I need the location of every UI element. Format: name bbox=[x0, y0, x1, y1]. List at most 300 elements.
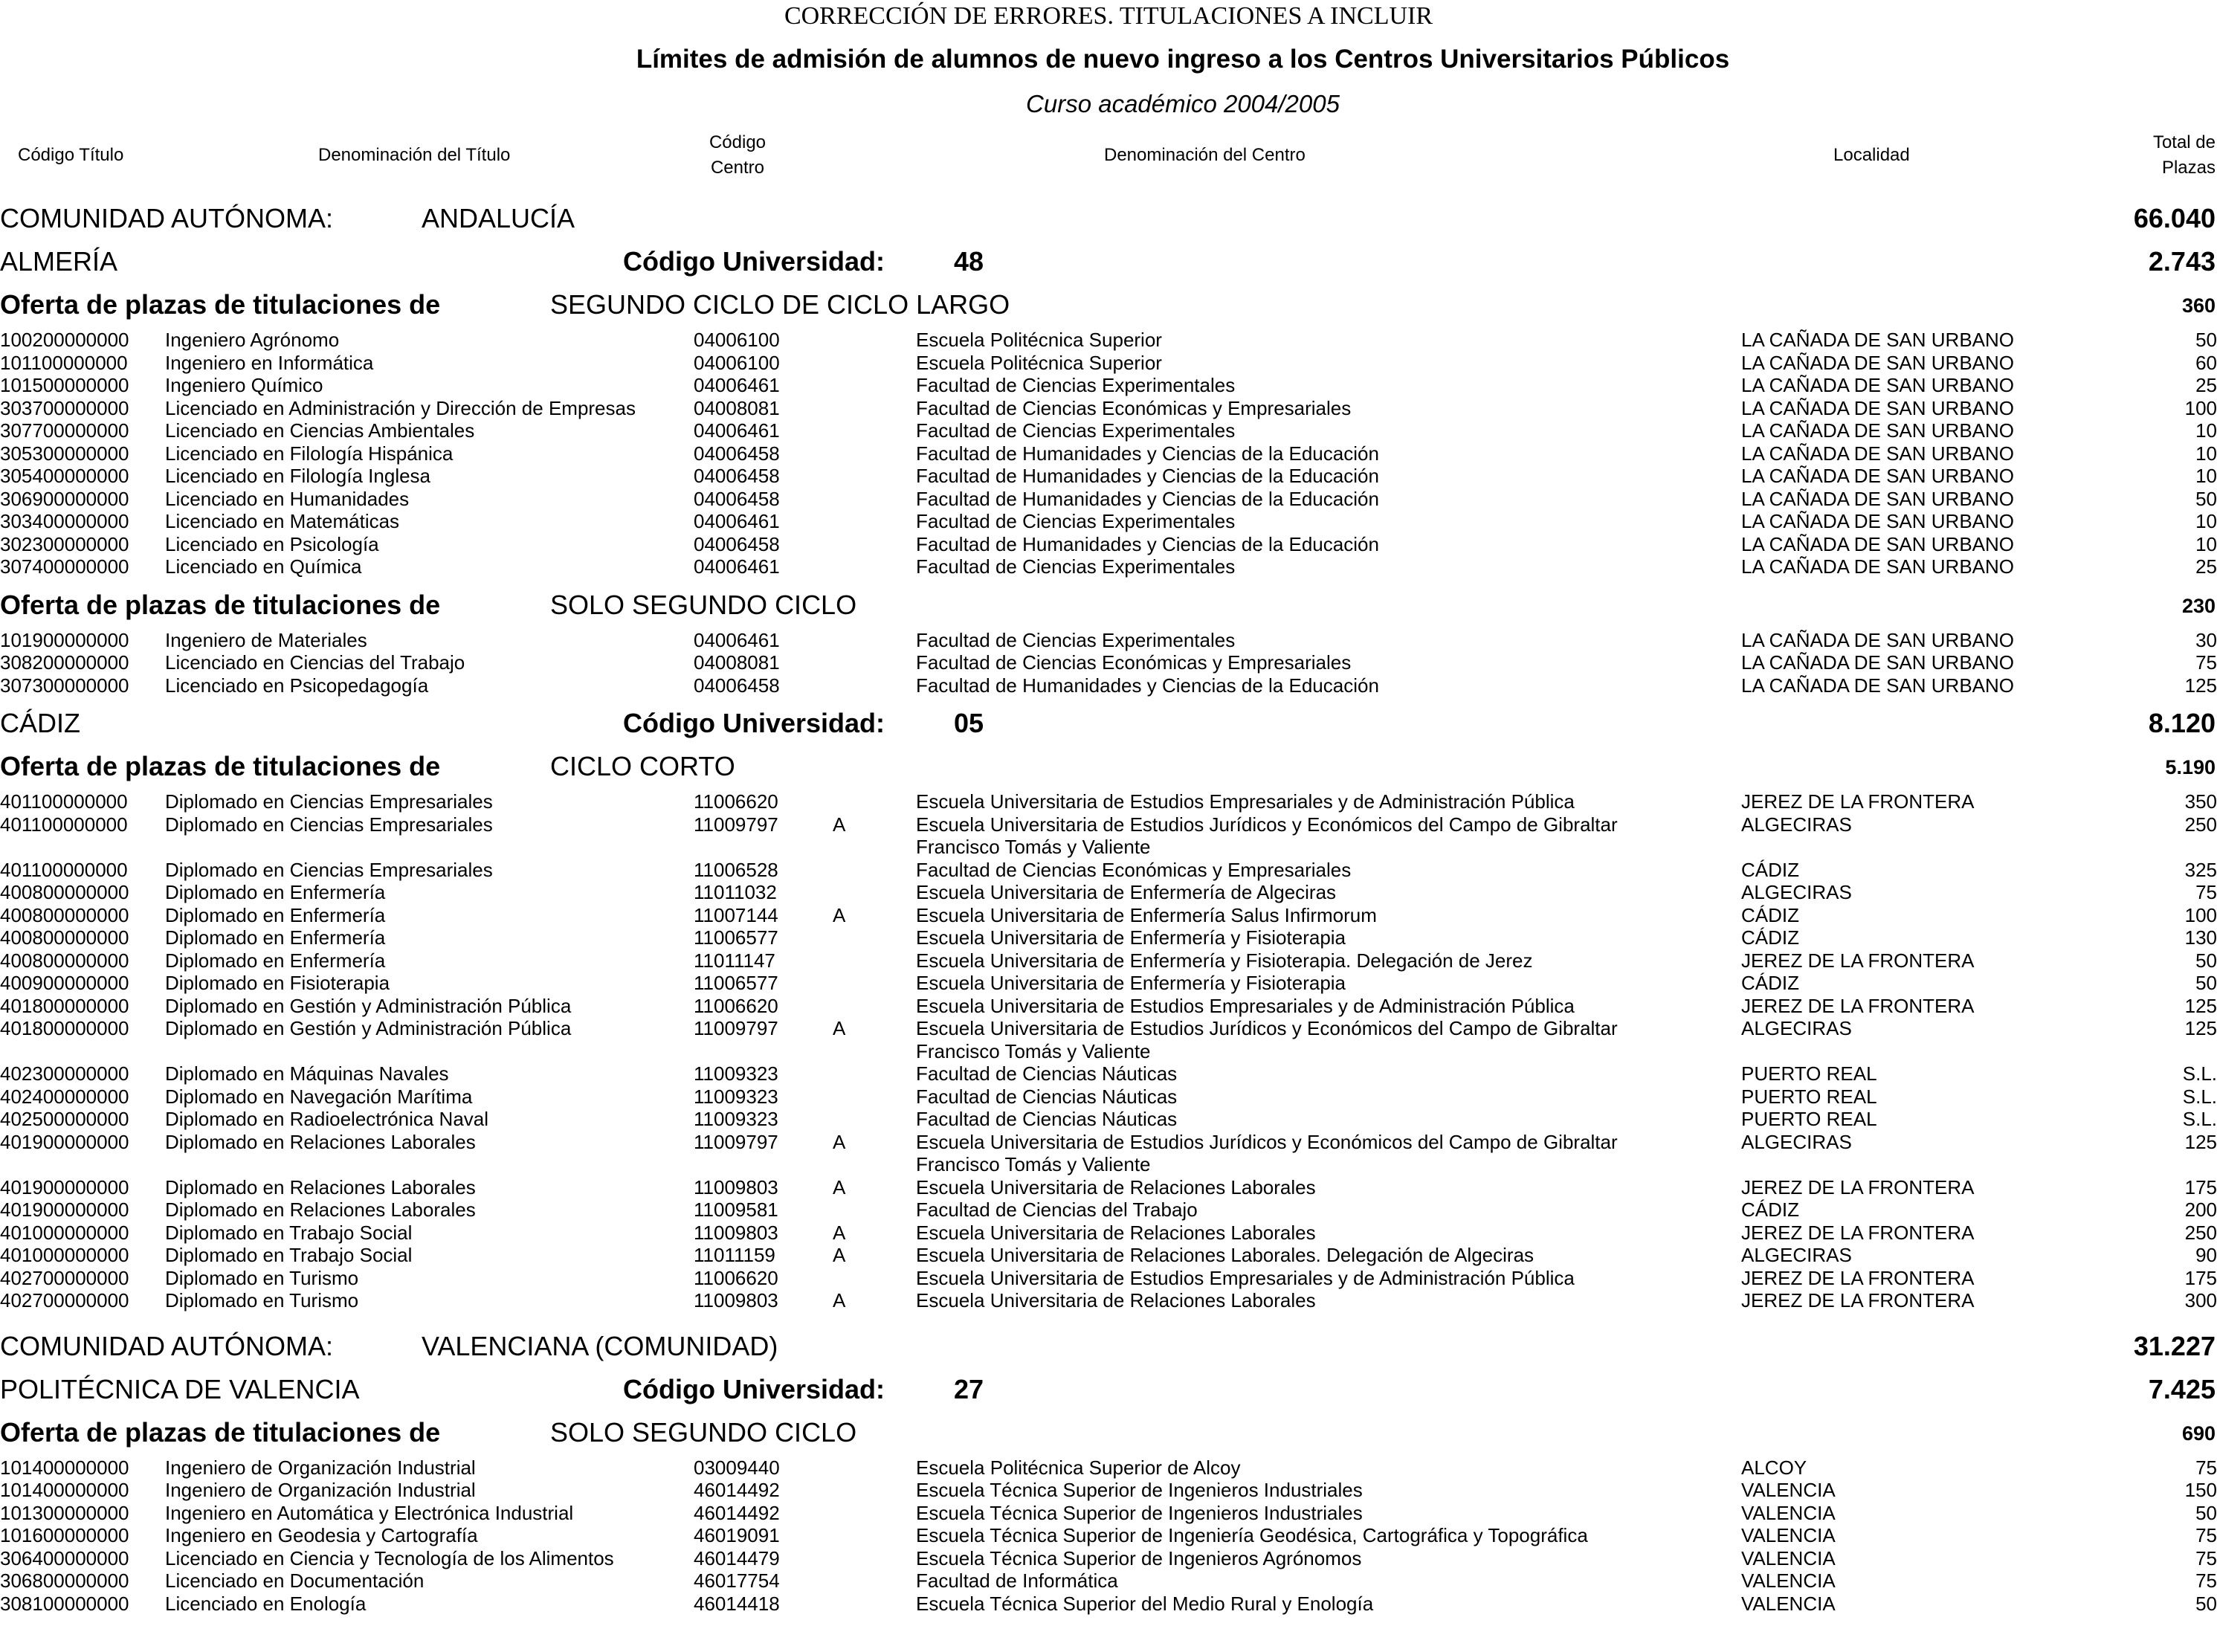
cell-denominacion-centro: Facultad de Ciencias Económicas y Empresariales bbox=[916, 651, 1352, 674]
cell-codigo-centro: 04008081 bbox=[694, 396, 780, 419]
cell-denominacion-centro: Facultad de Ciencias Económicas y Empresariales bbox=[916, 396, 1352, 419]
table-row bbox=[0, 1289, 2217, 1312]
table-row bbox=[0, 329, 2217, 352]
cell-denominacion-centro: Facultad de Humanidades y Ciencias de la Educación bbox=[916, 465, 1379, 487]
cell-total-plazas: 325 bbox=[2184, 858, 2217, 881]
cell-denominacion-centro: Escuela Universitaria de Estudios Jurídicos y Económicos del Campo de Gibraltar bbox=[916, 1017, 1618, 1039]
cell-codigo-centro: 04006458 bbox=[694, 465, 780, 487]
table-row bbox=[0, 1244, 2217, 1267]
cell-codigo-centro: 11006577 bbox=[694, 926, 778, 949]
table-row bbox=[0, 419, 2217, 442]
cell-codigo-titulo: 101400000000 bbox=[0, 1456, 129, 1479]
comunidad-total: 66.040 bbox=[2133, 203, 2216, 233]
cell-codigo-titulo: 305400000000 bbox=[0, 465, 129, 487]
cell-denominacion-titulo: Ingeniero de Materiales bbox=[165, 628, 367, 651]
cell-codigo-titulo: 100200000000 bbox=[0, 329, 129, 351]
table-row bbox=[0, 995, 2217, 1018]
table-row bbox=[0, 1085, 2217, 1109]
cell-denominacion-titulo: Diplomado en Relaciones Laborales bbox=[165, 1198, 476, 1221]
table-row bbox=[0, 1456, 2217, 1480]
column-header-codigo-centro-line1: Código bbox=[709, 132, 767, 152]
cell-localidad: LA CAÑADA DE SAN URBANO bbox=[1741, 465, 2014, 487]
cell-denominacion-titulo: Diplomado en Gestión y Administración Pública bbox=[165, 994, 572, 1017]
cell-codigo-titulo: 307300000000 bbox=[0, 674, 129, 697]
table-row bbox=[0, 1222, 2217, 1245]
cell-total-plazas: 100 bbox=[2184, 903, 2217, 926]
cell-codigo-titulo: 101400000000 bbox=[0, 1479, 129, 1501]
cell-codigo-centro: 11011147 bbox=[694, 949, 775, 972]
cell-codigo-titulo: 401000000000 bbox=[0, 1244, 129, 1266]
cell-localidad: ALGECIRAS bbox=[1741, 1244, 1852, 1266]
cell-total-plazas: 125 bbox=[2184, 1017, 2217, 1039]
cell-codigo-centro: 04006461 bbox=[694, 510, 780, 532]
cell-denominacion-titulo: Diplomado en Ciencias Empresariales bbox=[165, 858, 493, 881]
cell-codigo-centro: 03009440 bbox=[694, 1456, 780, 1479]
table-row bbox=[0, 674, 2217, 697]
cell-localidad: VALENCIA bbox=[1741, 1501, 1836, 1524]
cell-total-plazas: 10 bbox=[2195, 442, 2217, 465]
cell-denominacion-titulo: Diplomado en Navegación Marítima bbox=[165, 1085, 473, 1108]
cell-total-plazas: 175 bbox=[2184, 1266, 2217, 1289]
cell-total-plazas: 250 bbox=[2184, 813, 2217, 836]
cell-codigo-centro: 46014492 bbox=[694, 1479, 780, 1501]
cell-denominacion-centro: Escuela Universitaria de Estudios Empresariales y de Administración Pública bbox=[916, 994, 1575, 1017]
cell-codigo-titulo: 306400000000 bbox=[0, 1546, 129, 1569]
cell-denominacion-titulo: Ingeniero en Automática y Electrónica Industrial bbox=[165, 1501, 574, 1524]
table-row bbox=[0, 1040, 2217, 1063]
cell-codigo-centro: 11006620 bbox=[694, 790, 778, 813]
cell-codigo-centro: 04006461 bbox=[694, 555, 780, 578]
cell-codigo-titulo: 307700000000 bbox=[0, 419, 129, 442]
table-row bbox=[0, 555, 2217, 578]
table-row bbox=[0, 1547, 2217, 1570]
cell-denominacion-centro: Facultad de Humanidades y Ciencias de la Educación bbox=[916, 487, 1379, 510]
cell-localidad: JEREZ DE LA FRONTERA bbox=[1741, 994, 1975, 1017]
cell-total-plazas: 75 bbox=[2195, 651, 2217, 674]
cell-total-plazas: 75 bbox=[2195, 881, 2217, 903]
cell-denominacion-centro: Escuela Politécnica Superior bbox=[916, 329, 1162, 351]
oferta-total: 360 bbox=[2181, 294, 2216, 317]
table-row bbox=[0, 1267, 2217, 1290]
cell-localidad: LA CAÑADA DE SAN URBANO bbox=[1741, 674, 2014, 697]
cell-total-plazas: S.L. bbox=[2182, 1085, 2217, 1108]
universidad-name: ALMERÍA bbox=[0, 246, 118, 277]
cell-codigo-titulo: 401100000000 bbox=[0, 858, 128, 881]
cell-total-plazas: 175 bbox=[2184, 1175, 2217, 1198]
universidad-name: CÁDIZ bbox=[0, 708, 80, 738]
cell-codigo-titulo: 402500000000 bbox=[0, 1108, 129, 1130]
cell-localidad: LA CAÑADA DE SAN URBANO bbox=[1741, 510, 2014, 532]
oferta-label: Oferta de plazas de titulaciones de bbox=[0, 589, 441, 620]
cell-localidad: LA CAÑADA DE SAN URBANO bbox=[1741, 396, 2014, 419]
cell-total-plazas: 150 bbox=[2184, 1479, 2217, 1501]
table-row bbox=[0, 1502, 2217, 1525]
cell-codigo-centro: 11007144 bbox=[694, 903, 778, 926]
cell-denominacion-centro: Facultad de Ciencias Experimentales bbox=[916, 555, 1236, 578]
cell-denominacion-centro: Francisco Tomás y Valiente bbox=[916, 1153, 1151, 1175]
cell-localidad: JEREZ DE LA FRONTERA bbox=[1741, 790, 1975, 813]
cell-total-plazas: 100 bbox=[2184, 396, 2217, 419]
cell-total-plazas: 50 bbox=[2195, 329, 2217, 351]
universidad-total: 2.743 bbox=[2148, 246, 2216, 277]
cell-codigo-centro: 11009803 bbox=[694, 1289, 778, 1311]
cell-denominacion-titulo: Licenciado en Enología bbox=[165, 1592, 367, 1615]
cell-centro-mark: A bbox=[833, 1017, 846, 1039]
cell-denominacion-centro: Escuela Universitaria de Estudios Jurídicos y Económicos del Campo de Gibraltar bbox=[916, 813, 1618, 836]
cell-denominacion-centro: Facultad de Ciencias Náuticas bbox=[916, 1108, 1178, 1130]
cell-denominacion-titulo: Ingeniero de Organización Industrial bbox=[165, 1456, 476, 1479]
cell-denominacion-centro: Escuela Universitaria de Estudios Jurídicos y Económicos del Campo de Gibraltar bbox=[916, 1130, 1618, 1153]
cell-localidad: LA CAÑADA DE SAN URBANO bbox=[1741, 442, 2014, 465]
cell-total-plazas: 50 bbox=[2195, 1501, 2217, 1524]
cell-denominacion-titulo: Diplomado en Enfermería bbox=[165, 949, 386, 972]
cell-denominacion-titulo: Diplomado en Turismo bbox=[165, 1266, 359, 1289]
table-row bbox=[0, 813, 2217, 836]
comunidad-name: VALENCIANA (COMUNIDAD) bbox=[422, 1330, 778, 1361]
codigo-universidad-label: Código Universidad: bbox=[623, 1373, 885, 1404]
cell-denominacion-titulo: Diplomado en Turismo bbox=[165, 1289, 359, 1311]
cell-total-plazas: 50 bbox=[2195, 949, 2217, 972]
cell-codigo-titulo: 400900000000 bbox=[0, 972, 129, 994]
cell-codigo-titulo: 306800000000 bbox=[0, 1569, 129, 1592]
cell-denominacion-titulo: Diplomado en Fisioterapia bbox=[165, 972, 390, 994]
cell-denominacion-titulo: Licenciado en Documentación bbox=[165, 1569, 425, 1592]
cell-codigo-centro: 11009797 bbox=[694, 1130, 778, 1153]
cell-codigo-centro: 04006461 bbox=[694, 374, 780, 396]
table-row bbox=[0, 442, 2217, 465]
cell-denominacion-titulo: Ingeniero en Informática bbox=[165, 351, 374, 374]
column-header-total-plazas bbox=[2097, 130, 2216, 181]
cell-codigo-centro: 11006620 bbox=[694, 1266, 778, 1289]
column-header-total-line2: Plazas bbox=[2161, 158, 2216, 178]
cell-codigo-titulo: 400800000000 bbox=[0, 949, 129, 972]
cell-codigo-titulo: 308100000000 bbox=[0, 1592, 129, 1615]
cell-total-plazas: 10 bbox=[2195, 465, 2217, 487]
cell-denominacion-centro: Escuela Técnica Superior de Ingenieros Agrónomos bbox=[916, 1546, 1362, 1569]
table-row bbox=[0, 1131, 2217, 1154]
cell-codigo-titulo: 401000000000 bbox=[0, 1221, 129, 1244]
cell-codigo-titulo: 308200000000 bbox=[0, 651, 129, 674]
cell-total-plazas: 200 bbox=[2184, 1198, 2217, 1221]
cell-localidad: CÁDIZ bbox=[1741, 858, 1799, 881]
cell-localidad: ALGECIRAS bbox=[1741, 1130, 1852, 1153]
cell-codigo-titulo: 305300000000 bbox=[0, 442, 129, 465]
cell-total-plazas: 60 bbox=[2195, 351, 2217, 374]
cell-denominacion-centro: Francisco Tomás y Valiente bbox=[916, 836, 1151, 858]
codigo-universidad-label: Código Universidad: bbox=[623, 708, 885, 738]
cell-centro-mark: A bbox=[833, 1175, 846, 1198]
cell-codigo-titulo: 401800000000 bbox=[0, 994, 129, 1017]
cell-denominacion-titulo: Ingeniero Químico bbox=[165, 374, 323, 396]
cell-denominacion-centro: Facultad de Ciencias Experimentales bbox=[916, 510, 1236, 532]
cell-denominacion-centro: Escuela Politécnica Superior bbox=[916, 351, 1162, 374]
codigo-universidad-label: Código Universidad: bbox=[623, 246, 885, 277]
column-header-localidad: Localidad bbox=[1833, 145, 1910, 165]
cell-denominacion-centro: Facultad de Ciencias Experimentales bbox=[916, 419, 1236, 442]
cell-localidad: LA CAÑADA DE SAN URBANO bbox=[1741, 351, 2014, 374]
cell-codigo-titulo: 401100000000 bbox=[0, 813, 128, 836]
cell-codigo-centro: 11009803 bbox=[694, 1175, 778, 1198]
cell-codigo-titulo: 101300000000 bbox=[0, 1501, 129, 1524]
table-row bbox=[0, 836, 2217, 859]
cell-localidad: ALGECIRAS bbox=[1741, 1017, 1852, 1039]
table-row bbox=[0, 1569, 2217, 1593]
course-year: Curso académico 2004/2005 bbox=[1026, 90, 1340, 117]
cell-codigo-titulo: 101600000000 bbox=[0, 1524, 129, 1546]
cell-denominacion-titulo: Diplomado en Máquinas Navales bbox=[165, 1062, 449, 1085]
cell-codigo-centro: 04006458 bbox=[694, 442, 780, 465]
table-row bbox=[0, 510, 2217, 533]
cell-codigo-titulo: 401800000000 bbox=[0, 1017, 129, 1039]
cell-codigo-titulo: 101500000000 bbox=[0, 374, 129, 396]
cell-denominacion-titulo: Licenciado en Ciencia y Tecnología de los Alimentos bbox=[165, 1546, 614, 1569]
cell-localidad: JEREZ DE LA FRONTERA bbox=[1741, 1266, 1975, 1289]
table-row bbox=[0, 972, 2217, 995]
cell-denominacion-centro: Escuela Universitaria de Relaciones Laborales. Delegación de Algeciras bbox=[916, 1244, 1535, 1266]
cell-codigo-centro: 11011159 bbox=[694, 1244, 775, 1266]
cell-total-plazas: 25 bbox=[2195, 374, 2217, 396]
universidad-total: 7.425 bbox=[2148, 1373, 2216, 1404]
cell-codigo-centro: 11009797 bbox=[694, 813, 778, 836]
cell-denominacion-centro: Escuela Universitaria de Enfermería y Fisioterapia bbox=[916, 926, 1346, 949]
column-header-total-line1: Total de bbox=[2152, 132, 2216, 152]
oferta-ciclo: SOLO SEGUNDO CICLO bbox=[550, 1416, 857, 1448]
cell-total-plazas: 75 bbox=[2195, 1569, 2217, 1592]
table-row bbox=[0, 533, 2217, 556]
cell-denominacion-centro: Facultad de Ciencias Económicas y Empresariales bbox=[916, 858, 1352, 881]
cell-denominacion-titulo: Diplomado en Enfermería bbox=[165, 903, 386, 926]
cell-denominacion-centro: Escuela Técnica Superior de Ingeniería Geodésica, Cartográfica y Topográfica bbox=[916, 1524, 1588, 1546]
cell-denominacion-centro: Facultad de Humanidades y Ciencias de la Educación bbox=[916, 532, 1379, 555]
cell-localidad: PUERTO REAL bbox=[1741, 1108, 1877, 1130]
cell-codigo-centro: 04006100 bbox=[694, 329, 780, 351]
cell-localidad: LA CAÑADA DE SAN URBANO bbox=[1741, 419, 2014, 442]
cell-denominacion-centro: Escuela Técnica Superior de Ingenieros Industriales bbox=[916, 1501, 1363, 1524]
cell-localidad: VALENCIA bbox=[1741, 1569, 1836, 1592]
cell-total-plazas: 30 bbox=[2195, 628, 2217, 651]
cell-total-plazas: 10 bbox=[2195, 532, 2217, 555]
cell-total-plazas: 90 bbox=[2195, 1244, 2217, 1266]
table-row bbox=[0, 904, 2217, 927]
cell-localidad: LA CAÑADA DE SAN URBANO bbox=[1741, 374, 2014, 396]
table-row bbox=[0, 1176, 2217, 1199]
cell-localidad: VALENCIA bbox=[1741, 1479, 1836, 1501]
cell-codigo-titulo: 402300000000 bbox=[0, 1062, 129, 1085]
cell-localidad: LA CAÑADA DE SAN URBANO bbox=[1741, 487, 2014, 510]
cell-denominacion-centro: Escuela Técnica Superior de Ingenieros Industriales bbox=[916, 1479, 1363, 1501]
cell-total-plazas: 10 bbox=[2195, 419, 2217, 442]
cell-total-plazas: 130 bbox=[2184, 926, 2217, 949]
cell-denominacion-titulo: Diplomado en Trabajo Social bbox=[165, 1221, 413, 1244]
cell-denominacion-centro: Facultad de Ciencias Náuticas bbox=[916, 1085, 1178, 1108]
cell-total-plazas: 75 bbox=[2195, 1524, 2217, 1546]
column-header-codigo-titulo: Código Título bbox=[18, 145, 124, 165]
table-row bbox=[0, 926, 2217, 949]
cell-codigo-titulo: 401900000000 bbox=[0, 1175, 129, 1198]
cell-denominacion-titulo: Ingeniero de Organización Industrial bbox=[165, 1479, 476, 1501]
cell-denominacion-titulo: Diplomado en Enfermería bbox=[165, 926, 386, 949]
oferta-ciclo: SEGUNDO CICLO DE CICLO LARGO bbox=[550, 289, 1010, 320]
cell-localidad: VALENCIA bbox=[1741, 1592, 1836, 1615]
cell-total-plazas: 50 bbox=[2195, 1592, 2217, 1615]
cell-centro-mark: A bbox=[833, 1221, 846, 1244]
cell-codigo-titulo: 303400000000 bbox=[0, 510, 129, 532]
cell-codigo-centro: 46014492 bbox=[694, 1501, 780, 1524]
table-row bbox=[0, 1062, 2217, 1085]
cell-denominacion-centro: Escuela Universitaria de Enfermería de Algeciras bbox=[916, 881, 1337, 903]
cell-total-plazas: 10 bbox=[2195, 510, 2217, 532]
cell-localidad: JEREZ DE LA FRONTERA bbox=[1741, 1175, 1975, 1198]
cell-codigo-centro: 04006461 bbox=[694, 628, 780, 651]
cell-codigo-centro: 04006458 bbox=[694, 487, 780, 510]
cell-localidad: PUERTO REAL bbox=[1741, 1062, 1877, 1085]
cell-localidad: VALENCIA bbox=[1741, 1546, 1836, 1569]
cell-centro-mark: A bbox=[833, 813, 846, 836]
cell-denominacion-centro: Facultad de Humanidades y Ciencias de la Educación bbox=[916, 442, 1379, 465]
cell-codigo-centro: 11009323 bbox=[694, 1062, 778, 1085]
cell-denominacion-titulo: Licenciado en Filología Hispánica bbox=[165, 442, 454, 465]
oferta-ciclo: CICLO CORTO bbox=[550, 751, 735, 781]
table-row bbox=[0, 859, 2217, 882]
cell-codigo-centro: 11009797 bbox=[694, 1017, 778, 1039]
table-row bbox=[0, 1108, 2217, 1131]
cell-codigo-centro: 04008081 bbox=[694, 651, 780, 674]
codigo-universidad-value: 48 bbox=[954, 246, 984, 277]
table-row bbox=[0, 629, 2217, 652]
cell-centro-mark: A bbox=[833, 1130, 846, 1153]
cell-total-plazas: S.L. bbox=[2182, 1062, 2217, 1085]
cell-total-plazas: 125 bbox=[2184, 674, 2217, 697]
cell-codigo-titulo: 402400000000 bbox=[0, 1085, 129, 1108]
cell-localidad: LA CAÑADA DE SAN URBANO bbox=[1741, 555, 2014, 578]
cell-total-plazas: 50 bbox=[2195, 972, 2217, 994]
cell-denominacion-centro: Escuela Universitaria de Relaciones Laborales bbox=[916, 1175, 1316, 1198]
cell-codigo-centro: 11009323 bbox=[694, 1085, 778, 1108]
table-row bbox=[0, 397, 2217, 420]
comunidad-total: 31.227 bbox=[2133, 1330, 2216, 1361]
cell-codigo-titulo: 101100000000 bbox=[0, 351, 128, 374]
cell-denominacion-centro: Escuela Universitaria de Estudios Empresariales y de Administración Pública bbox=[916, 1266, 1575, 1289]
column-header-codigo-centro-line2: Centro bbox=[710, 158, 765, 178]
cell-total-plazas: 125 bbox=[2184, 1130, 2217, 1153]
cell-denominacion-centro: Facultad de Ciencias Náuticas bbox=[916, 1062, 1178, 1085]
cell-denominacion-titulo: Licenciado en Ciencias Ambientales bbox=[165, 419, 475, 442]
cell-localidad: ALGECIRAS bbox=[1741, 881, 1852, 903]
cell-codigo-centro: 11006577 bbox=[694, 972, 778, 994]
cell-denominacion-titulo: Licenciado en Filología Inglesa bbox=[165, 465, 431, 487]
cell-denominacion-centro: Escuela Técnica Superior del Medio Rural y Enología bbox=[916, 1592, 1374, 1615]
table-row bbox=[0, 881, 2217, 904]
cell-codigo-titulo: 401100000000 bbox=[0, 790, 128, 813]
cell-total-plazas: 125 bbox=[2184, 994, 2217, 1017]
cell-total-plazas: 350 bbox=[2184, 790, 2217, 813]
cell-denominacion-titulo: Diplomado en Enfermería bbox=[165, 881, 386, 903]
cell-centro-mark: A bbox=[833, 903, 846, 926]
cell-denominacion-titulo: Licenciado en Matemáticas bbox=[165, 510, 400, 532]
cell-localidad: JEREZ DE LA FRONTERA bbox=[1741, 1221, 1975, 1244]
cell-codigo-centro: 11009581 bbox=[694, 1198, 778, 1221]
cell-codigo-centro: 46019091 bbox=[694, 1524, 780, 1546]
cell-codigo-centro: 46017754 bbox=[694, 1569, 780, 1592]
cell-denominacion-titulo: Diplomado en Radioelectrónica Naval bbox=[165, 1108, 489, 1130]
cell-localidad: LA CAÑADA DE SAN URBANO bbox=[1741, 628, 2014, 651]
cell-codigo-centro: 04006458 bbox=[694, 674, 780, 697]
cell-centro-mark: A bbox=[833, 1244, 846, 1266]
document-subtitle: Límites de admisión de alumnos de nuevo ingreso a los Centros Universitarios Públicos bbox=[636, 45, 1730, 74]
oferta-label: Oferta de plazas de titulaciones de bbox=[0, 289, 441, 320]
cell-total-plazas: 50 bbox=[2195, 487, 2217, 510]
oferta-total: 5.190 bbox=[2165, 756, 2216, 778]
universidad-total: 8.120 bbox=[2148, 708, 2216, 738]
cell-codigo-titulo: 303700000000 bbox=[0, 396, 129, 419]
cell-codigo-titulo: 306900000000 bbox=[0, 487, 129, 510]
document-title: CORRECCIÓN DE ERRORES. TITULACIONES A INCLUIR bbox=[784, 2, 1433, 30]
table-row bbox=[0, 1593, 2217, 1616]
cell-localidad: ALCOY bbox=[1741, 1456, 1807, 1479]
cell-denominacion-titulo: Licenciado en Química bbox=[165, 555, 362, 578]
codigo-universidad-value: 27 bbox=[954, 1373, 984, 1404]
cell-denominacion-titulo: Licenciado en Humanidades bbox=[165, 487, 410, 510]
cell-denominacion-centro: Facultad de Ciencias Experimentales bbox=[916, 374, 1236, 396]
oferta-label: Oferta de plazas de titulaciones de bbox=[0, 1416, 441, 1448]
oferta-label: Oferta de plazas de titulaciones de bbox=[0, 751, 441, 781]
cell-denominacion-centro: Facultad de Ciencias del Trabajo bbox=[916, 1198, 1198, 1221]
cell-denominacion-titulo: Diplomado en Relaciones Laborales bbox=[165, 1175, 476, 1198]
cell-codigo-titulo: 401900000000 bbox=[0, 1198, 129, 1221]
cell-total-plazas: 25 bbox=[2195, 555, 2217, 578]
comunidad-label: COMUNIDAD AUTÓNOMA: bbox=[0, 1330, 334, 1361]
cell-denominacion-centro: Escuela Universitaria de Relaciones Laborales bbox=[916, 1221, 1316, 1244]
cell-codigo-titulo: 402700000000 bbox=[0, 1266, 129, 1289]
cell-denominacion-centro: Facultad de Ciencias Experimentales bbox=[916, 628, 1236, 651]
cell-codigo-centro: 11009323 bbox=[694, 1108, 778, 1130]
cell-denominacion-titulo: Diplomado en Trabajo Social bbox=[165, 1244, 413, 1266]
cell-denominacion-centro: Escuela Universitaria de Enfermería y Fisioterapia bbox=[916, 972, 1346, 994]
cell-codigo-titulo: 400800000000 bbox=[0, 903, 129, 926]
cell-localidad: CÁDIZ bbox=[1741, 1198, 1799, 1221]
table-row bbox=[0, 352, 2217, 375]
cell-localidad: ALGECIRAS bbox=[1741, 813, 1852, 836]
cell-codigo-centro: 11009803 bbox=[694, 1221, 778, 1244]
cell-codigo-centro: 11006528 bbox=[694, 858, 778, 881]
cell-denominacion-centro: Francisco Tomás y Valiente bbox=[916, 1039, 1151, 1062]
table-row bbox=[0, 374, 2217, 397]
table-row bbox=[0, 949, 2217, 972]
cell-localidad: LA CAÑADA DE SAN URBANO bbox=[1741, 532, 2014, 555]
table-row bbox=[0, 465, 2217, 488]
column-header-denominacion-titulo: Denominación del Título bbox=[318, 145, 511, 165]
table-row bbox=[0, 1198, 2217, 1222]
cell-total-plazas: S.L. bbox=[2182, 1108, 2217, 1130]
cell-localidad: JEREZ DE LA FRONTERA bbox=[1741, 949, 1975, 972]
column-header-codigo-centro bbox=[693, 130, 782, 181]
cell-codigo-centro: 46014418 bbox=[694, 1592, 780, 1615]
cell-codigo-centro: 04006458 bbox=[694, 532, 780, 555]
cell-codigo-centro: 04006461 bbox=[694, 419, 780, 442]
cell-total-plazas: 75 bbox=[2195, 1456, 2217, 1479]
oferta-total: 690 bbox=[2181, 1422, 2216, 1445]
cell-centro-mark: A bbox=[833, 1289, 846, 1311]
table-row bbox=[0, 488, 2217, 511]
cell-denominacion-titulo: Ingeniero en Geodesia y Cartografía bbox=[165, 1524, 478, 1546]
cell-localidad: VALENCIA bbox=[1741, 1524, 1836, 1546]
cell-codigo-titulo: 400800000000 bbox=[0, 881, 129, 903]
comunidad-name: ANDALUCÍA bbox=[422, 203, 575, 233]
cell-codigo-centro: 11011032 bbox=[694, 881, 777, 903]
cell-localidad: PUERTO REAL bbox=[1741, 1085, 1877, 1108]
cell-codigo-centro: 46014479 bbox=[694, 1546, 780, 1569]
cell-denominacion-centro: Escuela Universitaria de Relaciones Laborales bbox=[916, 1289, 1316, 1311]
